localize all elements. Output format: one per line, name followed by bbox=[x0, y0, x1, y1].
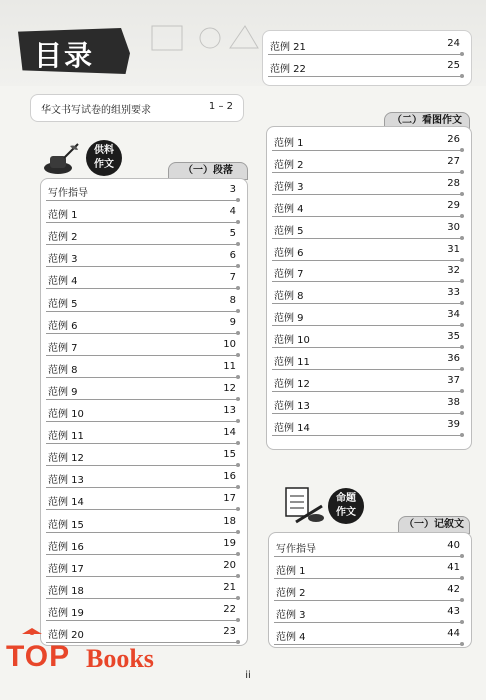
toc-row-rule bbox=[46, 222, 240, 223]
toc-row-page: 44 bbox=[447, 628, 460, 639]
toc-row-rule bbox=[272, 435, 464, 436]
toc-row-page: 33 bbox=[447, 287, 460, 299]
toc-row-page: 14 bbox=[223, 427, 236, 439]
toc-row[interactable] bbox=[42, 202, 244, 224]
toc-row[interactable] bbox=[268, 327, 468, 349]
toc-row-page: 26 bbox=[447, 134, 460, 145]
toc-row-label: 范例 4 bbox=[274, 203, 304, 215]
toc-row[interactable] bbox=[268, 261, 468, 283]
toc-row[interactable] bbox=[42, 357, 244, 379]
toc-row-label: 范例 12 bbox=[48, 453, 84, 465]
toc-row-label: 范例 1 bbox=[48, 210, 78, 222]
notepad-pen-icon bbox=[282, 484, 326, 524]
page-title: 目录 bbox=[34, 39, 95, 72]
toc-row-label: 范例 22 bbox=[270, 64, 306, 75]
toc-row-page: 23 bbox=[223, 626, 236, 637]
toc-row-page: 13 bbox=[223, 405, 236, 416]
toc-row-rule bbox=[272, 260, 464, 261]
toc-row-label: 范例 17 bbox=[48, 563, 84, 575]
toc-row-page: 40 bbox=[447, 540, 460, 551]
toc-row-page: 6 bbox=[229, 250, 236, 262]
toc-row-page: 21 bbox=[223, 581, 236, 593]
toc-row-rule bbox=[268, 76, 464, 77]
toc-row-rule bbox=[46, 311, 240, 312]
toc-row-rule bbox=[272, 172, 464, 173]
toc-row-page: 36 bbox=[447, 353, 460, 364]
toc-row-label: 范例 3 bbox=[276, 610, 306, 621]
toc-row[interactable] bbox=[42, 379, 244, 401]
toc-row[interactable] bbox=[270, 558, 468, 580]
toc-row-rule bbox=[46, 598, 240, 599]
logo-books-text: Books bbox=[86, 644, 154, 673]
requirements-pages: 1 – 2 bbox=[208, 101, 233, 112]
section-tag-narrative: （一）记叙文 bbox=[398, 516, 470, 534]
toc-row[interactable] bbox=[264, 56, 468, 78]
toc-row-page: 28 bbox=[447, 177, 460, 189]
toc-row[interactable] bbox=[270, 624, 468, 646]
toc-row-label: 范例 2 bbox=[276, 588, 306, 599]
toc-row-label: 范例 2 bbox=[274, 159, 304, 171]
toc-row-rule bbox=[272, 369, 464, 370]
toc-row-rule bbox=[272, 238, 464, 239]
toc-row-page: 16 bbox=[223, 471, 236, 483]
toc-row[interactable] bbox=[270, 536, 468, 558]
toc-row[interactable] bbox=[268, 240, 468, 262]
toc-row-rule bbox=[272, 150, 464, 151]
toc-row-label: 范例 14 bbox=[274, 422, 310, 434]
toc-row[interactable] bbox=[268, 305, 468, 327]
toc-row-label: 范例 14 bbox=[48, 497, 84, 509]
toc-row-label: 范例 5 bbox=[274, 225, 304, 237]
header-doodle-icon bbox=[150, 18, 260, 58]
toc-row[interactable] bbox=[42, 489, 244, 511]
toc-row-rule bbox=[46, 399, 240, 400]
toc-row-rule bbox=[46, 266, 240, 267]
toc-row-label: 范例 5 bbox=[48, 298, 78, 310]
toc-row-page: 22 bbox=[223, 603, 236, 615]
toc-row-rule bbox=[274, 578, 464, 579]
toc-row-rule bbox=[46, 355, 240, 356]
toc-row[interactable] bbox=[264, 34, 468, 56]
toc-row[interactable] bbox=[42, 335, 244, 357]
toc-row[interactable] bbox=[42, 423, 244, 445]
toc-row-rule bbox=[46, 509, 240, 510]
toc-row-page: 11 bbox=[223, 360, 236, 372]
toc-row-label: 范例 9 bbox=[48, 386, 78, 398]
toc-row-page: 32 bbox=[447, 265, 460, 277]
toc-row[interactable] bbox=[268, 393, 468, 415]
toc-row-label: 范例 13 bbox=[48, 475, 84, 487]
toc-row-rule bbox=[274, 556, 464, 557]
toc-row-page: 31 bbox=[447, 243, 460, 255]
toc-row-label: 范例 8 bbox=[48, 364, 78, 376]
category-line-2: 作文 bbox=[94, 159, 114, 170]
toc-row-rule bbox=[274, 600, 464, 601]
toc-row-page: 34 bbox=[447, 309, 460, 321]
toc-row-page: 4 bbox=[229, 206, 236, 218]
toc-row-rule bbox=[274, 644, 464, 645]
toc-row[interactable] bbox=[268, 283, 468, 305]
category-line-1: 命题 bbox=[336, 493, 356, 504]
section-tag-picture: （二）看图作文 bbox=[384, 112, 470, 130]
toc-row-rule bbox=[272, 347, 464, 348]
toc-row-page: 8 bbox=[229, 294, 236, 306]
toc-row-page: 5 bbox=[229, 228, 236, 240]
toc-row[interactable] bbox=[270, 580, 468, 602]
toc-row-page: 10 bbox=[223, 338, 236, 350]
toc-row-rule bbox=[272, 194, 464, 195]
toc-row-label: 范例 8 bbox=[274, 291, 304, 303]
toc-row-page: 43 bbox=[447, 606, 460, 617]
toc-row-label: 写作指导 bbox=[276, 544, 316, 555]
toc-row-rule bbox=[46, 554, 240, 555]
toc-row-label: 范例 4 bbox=[48, 276, 78, 288]
page-number: ii bbox=[245, 670, 251, 681]
toc-row-label: 范例 6 bbox=[48, 320, 78, 332]
toc-row-page: 24 bbox=[447, 38, 460, 49]
toc-row-rule bbox=[46, 443, 240, 444]
toc-row-page: 17 bbox=[223, 493, 236, 505]
toc-row-rule bbox=[46, 377, 240, 378]
toc-row-rule bbox=[272, 216, 464, 217]
toc-row[interactable] bbox=[42, 556, 244, 578]
toc-row-label: 范例 15 bbox=[48, 519, 84, 531]
toc-row[interactable] bbox=[42, 401, 244, 423]
toc-row-page: 39 bbox=[447, 418, 460, 430]
toc-row[interactable] bbox=[42, 224, 244, 246]
toc-row-rule bbox=[46, 421, 240, 422]
category-badge-left bbox=[86, 140, 122, 176]
toc-row-rule bbox=[46, 244, 240, 245]
toc-row[interactable] bbox=[42, 600, 244, 622]
toc-row-page: 12 bbox=[223, 382, 236, 394]
toc-row-rule bbox=[272, 413, 464, 414]
toc-row-page: 19 bbox=[223, 537, 236, 549]
category-line-1: 供料 bbox=[94, 145, 114, 156]
toc-row-label: 范例 19 bbox=[48, 607, 84, 619]
category-line-2: 作文 bbox=[336, 507, 356, 518]
toc-row-rule bbox=[46, 465, 240, 466]
toc-row[interactable] bbox=[42, 534, 244, 556]
toc-row-label: 范例 11 bbox=[48, 431, 84, 443]
toc-row-page: 20 bbox=[223, 559, 236, 571]
toc-row-rule bbox=[46, 532, 240, 533]
toc-row-label: 范例 1 bbox=[274, 138, 304, 149]
toc-row-label: 范例 16 bbox=[48, 541, 84, 553]
toc-row-label: 范例 20 bbox=[48, 630, 84, 641]
toc-row-rule bbox=[46, 200, 240, 201]
requirements-label: 华文书写试卷的组别要求 bbox=[41, 105, 151, 116]
toc-row-label: 范例 21 bbox=[270, 42, 306, 53]
toc-row-page: 27 bbox=[447, 155, 460, 167]
toc-row-page: 18 bbox=[223, 515, 236, 527]
toc-row[interactable] bbox=[268, 196, 468, 218]
toc-row-rule bbox=[268, 54, 464, 55]
section-tag-paragraph: （一）段落 bbox=[168, 162, 248, 180]
toc-row-rule bbox=[46, 333, 240, 334]
toc-row-page: 25 bbox=[447, 60, 460, 71]
toc-row-page: 41 bbox=[447, 562, 460, 573]
toc-row[interactable] bbox=[42, 180, 244, 202]
requirements-row[interactable] bbox=[30, 94, 244, 122]
toc-row-label: 范例 9 bbox=[274, 313, 304, 325]
toc-row-page: 29 bbox=[447, 199, 460, 211]
toc-row-page: 30 bbox=[447, 221, 460, 233]
toc-row-label: 写作指导 bbox=[48, 188, 88, 199]
toc-row[interactable] bbox=[42, 291, 244, 313]
toc-row[interactable] bbox=[268, 218, 468, 240]
logo-top-text: TOP bbox=[6, 640, 71, 673]
category-badge-bottom bbox=[328, 488, 364, 524]
toc-row[interactable] bbox=[268, 371, 468, 393]
toc-row-rule bbox=[46, 620, 240, 621]
toc-row-rule bbox=[46, 576, 240, 577]
toc-row-page: 15 bbox=[223, 449, 236, 461]
toc-row-page: 35 bbox=[447, 331, 460, 343]
ink-pen-icon bbox=[40, 142, 80, 176]
toc-row[interactable] bbox=[268, 349, 468, 371]
toc-row-label: 范例 6 bbox=[274, 247, 304, 259]
toc-row[interactable] bbox=[42, 445, 244, 467]
toc-row-page: 9 bbox=[229, 316, 236, 328]
toc-row-rule bbox=[272, 281, 464, 282]
toc-row[interactable] bbox=[42, 246, 244, 268]
toc-row-label: 范例 13 bbox=[274, 400, 310, 412]
toc-row-rule bbox=[272, 325, 464, 326]
toc-row-label: 范例 10 bbox=[274, 335, 310, 347]
toc-row-label: 范例 12 bbox=[274, 378, 310, 390]
toc-row-label: 范例 11 bbox=[274, 357, 310, 368]
toc-row-label: 范例 3 bbox=[274, 181, 304, 193]
toc-row-label: 范例 18 bbox=[48, 585, 84, 597]
toc-row-page: 37 bbox=[447, 374, 460, 386]
toc-row[interactable] bbox=[268, 130, 468, 152]
toc-row-label: 范例 2 bbox=[48, 232, 78, 244]
toc-row-page: 42 bbox=[447, 584, 460, 595]
toc-row-rule bbox=[46, 487, 240, 488]
toc-row-label: 范例 7 bbox=[48, 342, 78, 354]
toc-row-page: 7 bbox=[229, 272, 236, 284]
toc-row[interactable] bbox=[268, 174, 468, 196]
toc-row[interactable] bbox=[42, 578, 244, 600]
toc-row-label: 范例 3 bbox=[48, 254, 78, 266]
toc-row[interactable] bbox=[42, 512, 244, 534]
toc-row-label: 范例 1 bbox=[276, 566, 306, 577]
toc-row[interactable] bbox=[42, 313, 244, 335]
toc-row-label: 范例 7 bbox=[274, 269, 304, 281]
toc-row-page: 38 bbox=[447, 396, 460, 408]
toc-row-label: 范例 4 bbox=[276, 632, 306, 643]
toc-row-rule bbox=[272, 391, 464, 392]
toc-row-label: 范例 10 bbox=[48, 409, 84, 420]
toc-row[interactable] bbox=[42, 268, 244, 290]
toc-row-rule bbox=[274, 622, 464, 623]
toc-row[interactable] bbox=[270, 602, 468, 624]
toc-row-rule bbox=[46, 288, 240, 289]
toc-row-rule bbox=[272, 303, 464, 304]
toc-row[interactable] bbox=[268, 415, 468, 437]
toc-row[interactable] bbox=[268, 152, 468, 174]
toc-row[interactable] bbox=[42, 467, 244, 489]
toc-row-page: 3 bbox=[229, 184, 236, 195]
